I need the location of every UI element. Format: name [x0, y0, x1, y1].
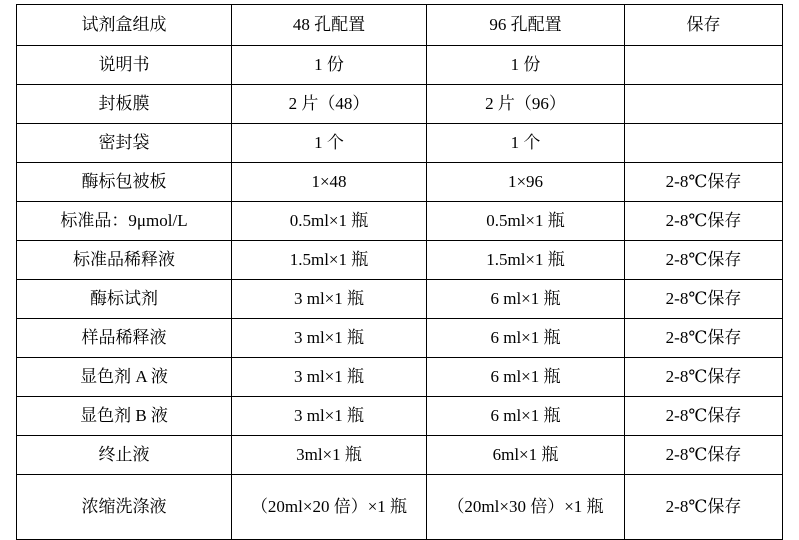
cell-component: 酶标试剂: [17, 280, 232, 319]
cell-48well: 1.5ml×1 瓶: [232, 241, 427, 280]
cell-component: 样品稀释液: [17, 319, 232, 358]
cell-96well: 1 份: [427, 46, 625, 85]
cell-48well: 0.5ml×1 瓶: [232, 202, 427, 241]
cell-96well: 6 ml×1 瓶: [427, 319, 625, 358]
cell-storage: 2-8℃保存: [625, 397, 783, 436]
column-header-96well: 96 孔配置: [427, 5, 625, 46]
table-row: [17, 475, 783, 540]
cell-component: 终止液: [17, 436, 232, 475]
cell-storage: 2-8℃保存: [625, 163, 783, 202]
cell-storage: 2-8℃保存: [625, 241, 783, 280]
table-row: [17, 124, 783, 163]
cell-48well: 3 ml×1 瓶: [232, 319, 427, 358]
cell-96well: 6 ml×1 瓶: [427, 280, 625, 319]
cell-component: 说明书: [17, 46, 232, 85]
cell-96well: （20ml×30 倍）×1 瓶: [427, 475, 625, 540]
cell-48well: 1×48: [232, 163, 427, 202]
cell-storage: 2-8℃保存: [625, 358, 783, 397]
cell-component: 标准品：9μmol/L: [17, 202, 232, 241]
cell-96well: 1.5ml×1 瓶: [427, 241, 625, 280]
column-header-storage: 保存: [625, 5, 783, 46]
cell-component: 浓缩洗涤液: [17, 475, 232, 540]
table-row: [17, 85, 783, 124]
table-row: [17, 397, 783, 436]
cell-96well: 6 ml×1 瓶: [427, 358, 625, 397]
cell-storage: 2-8℃保存: [625, 436, 783, 475]
cell-48well: （20ml×20 倍）×1 瓶: [232, 475, 427, 540]
cell-96well: 0.5ml×1 瓶: [427, 202, 625, 241]
table-row: [17, 163, 783, 202]
table-header-row: [17, 5, 783, 46]
cell-storage: [625, 124, 783, 163]
table-row: [17, 436, 783, 475]
table-row: [17, 319, 783, 358]
cell-96well: 6 ml×1 瓶: [427, 397, 625, 436]
cell-component: 封板膜: [17, 85, 232, 124]
cell-component: 密封袋: [17, 124, 232, 163]
table-body: [17, 5, 783, 540]
cell-storage: 2-8℃保存: [625, 202, 783, 241]
table-row: [17, 280, 783, 319]
cell-48well: 2 片（48）: [232, 85, 427, 124]
cell-96well: 2 片（96）: [427, 85, 625, 124]
table-row: [17, 241, 783, 280]
cell-48well: 3ml×1 瓶: [232, 436, 427, 475]
cell-48well: 3 ml×1 瓶: [232, 397, 427, 436]
cell-component: 标准品稀释液: [17, 241, 232, 280]
cell-48well: 3 ml×1 瓶: [232, 358, 427, 397]
cell-96well: 1 个: [427, 124, 625, 163]
cell-48well: 3 ml×1 瓶: [232, 280, 427, 319]
kit-composition-table: [16, 4, 783, 540]
cell-storage: [625, 85, 783, 124]
cell-component: 酶标包被板: [17, 163, 232, 202]
cell-component: 显色剂 A 液: [17, 358, 232, 397]
table-row: [17, 358, 783, 397]
column-header-48well: 48 孔配置: [232, 5, 427, 46]
cell-48well: 1 个: [232, 124, 427, 163]
cell-storage: [625, 46, 783, 85]
table-row: [17, 202, 783, 241]
cell-48well: 1 份: [232, 46, 427, 85]
cell-96well: 6ml×1 瓶: [427, 436, 625, 475]
document-page: [0, 4, 799, 517]
cell-component: 显色剂 B 液: [17, 397, 232, 436]
column-header-component: 试剂盒组成: [17, 5, 232, 46]
table-row: [17, 46, 783, 85]
cell-96well: 1×96: [427, 163, 625, 202]
cell-storage: 2-8℃保存: [625, 280, 783, 319]
cell-storage: 2-8℃保存: [625, 319, 783, 358]
cell-storage: 2-8℃保存: [625, 475, 783, 540]
